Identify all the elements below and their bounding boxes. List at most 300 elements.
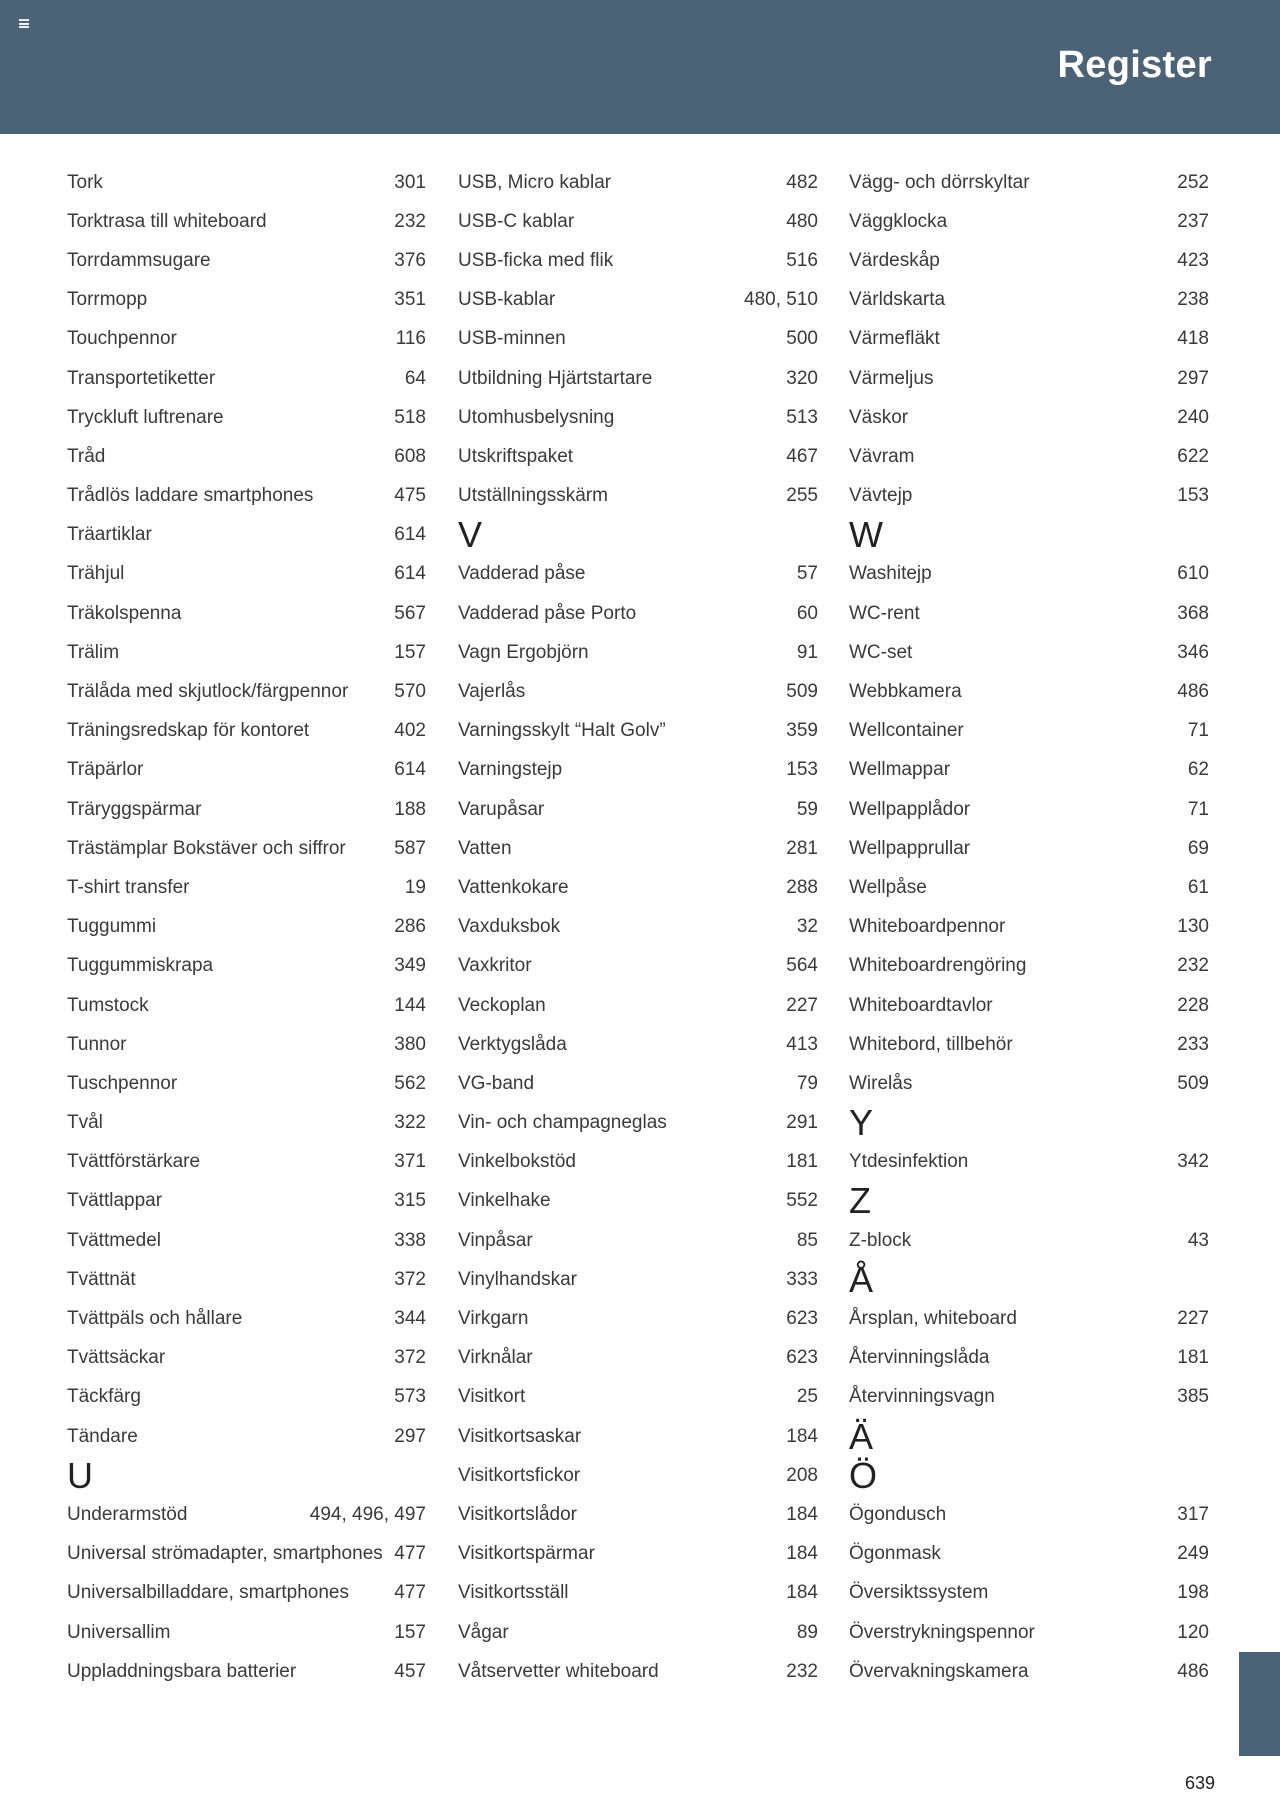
index-term: Varningsskylt “Halt Golv” xyxy=(458,720,666,742)
menu-bar xyxy=(19,23,29,25)
index-term: Whiteboardpennor xyxy=(849,916,1006,938)
index-page-ref: 227 xyxy=(786,994,818,1016)
index-entry[interactable] xyxy=(849,908,1209,947)
index-term: Whiteboardtavlor xyxy=(849,994,993,1016)
index-term: Väskor xyxy=(849,406,909,428)
index-entry[interactable] xyxy=(458,163,818,202)
index-term: Översiktssystem xyxy=(849,1582,989,1604)
index-entry[interactable] xyxy=(458,1613,818,1652)
index-entry[interactable] xyxy=(67,477,426,516)
index-page-ref: 238 xyxy=(1177,289,1209,311)
index-page-ref: 614 xyxy=(394,759,426,781)
index-term: Vinpåsar xyxy=(458,1229,533,1251)
index-term: T-shirt transfer xyxy=(67,876,190,898)
index-entry[interactable] xyxy=(458,790,818,829)
index-term: Tunnor xyxy=(67,1033,127,1055)
index-page-ref: 457 xyxy=(394,1660,426,1682)
index-term: Tuggummiskrapa xyxy=(67,955,214,977)
index-page-ref: 418 xyxy=(1177,328,1209,350)
index-term: Utskriftspaket xyxy=(458,445,574,467)
index-entry[interactable] xyxy=(849,868,1209,907)
index-term: Visitkortsfickor xyxy=(458,1464,581,1486)
index-term: Vinylhandskar xyxy=(458,1268,578,1290)
index-term: Vägg- och dörrskyltar xyxy=(849,171,1030,193)
index-page-ref: 79 xyxy=(796,1072,818,1094)
index-entry[interactable] xyxy=(849,1652,1209,1691)
index-page-ref: 376 xyxy=(394,249,426,271)
index-term: Webbkamera xyxy=(849,681,962,703)
index-page-ref: 509 xyxy=(1177,1072,1209,1094)
index-page-ref: 71 xyxy=(1187,720,1209,742)
index-term: Wellcontainer xyxy=(849,720,964,742)
index-page-ref: 157 xyxy=(394,1621,426,1643)
index-entry[interactable] xyxy=(67,790,426,829)
index-entry[interactable] xyxy=(849,398,1209,437)
index-term: USB-ficka med flik xyxy=(458,249,614,271)
index-term: Trälim xyxy=(67,641,120,663)
index-term: Tork xyxy=(67,171,103,193)
index-entry[interactable] xyxy=(458,320,818,359)
index-term: Universal strömadapter, smartphones xyxy=(67,1543,383,1565)
index-term: Tvättlappar xyxy=(67,1190,163,1212)
index-page-ref: 232 xyxy=(394,210,426,232)
index-page-ref: 255 xyxy=(786,485,818,507)
index-term: Wellpapprullar xyxy=(849,837,971,859)
index-entry[interactable] xyxy=(67,947,426,986)
index-entry[interactable] xyxy=(458,1260,818,1299)
index-page-ref: 413 xyxy=(786,1033,818,1055)
index-entry[interactable] xyxy=(849,1495,1209,1534)
index-entry[interactable] xyxy=(849,1143,1209,1182)
index-term: Tråd xyxy=(67,445,106,467)
index-entry[interactable] xyxy=(458,1299,818,1338)
index-column-2 xyxy=(458,163,818,1691)
index-entry[interactable] xyxy=(67,1339,426,1378)
index-term: Ytdesinfektion xyxy=(849,1151,969,1173)
index-page-ref: 608 xyxy=(394,445,426,467)
index-page-ref: 486 xyxy=(1177,681,1209,703)
index-term: Torktrasa till whiteboard xyxy=(67,210,267,232)
index-entry[interactable] xyxy=(458,359,818,398)
index-entry[interactable] xyxy=(849,1613,1209,1652)
index-term: Visitkortsställ xyxy=(458,1582,569,1604)
index-entry[interactable] xyxy=(67,1574,426,1613)
index-entry[interactable] xyxy=(458,908,818,947)
index-term: Underarmstöd xyxy=(67,1503,188,1525)
index-entry[interactable] xyxy=(849,672,1209,711)
index-term: Virknålar xyxy=(458,1347,533,1369)
index-entry[interactable] xyxy=(849,281,1209,320)
index-term: Varningstejp xyxy=(458,759,563,781)
index-entry[interactable] xyxy=(849,202,1209,241)
index-page-ref: 198 xyxy=(1177,1582,1209,1604)
index-page-ref: 516 xyxy=(786,249,818,271)
index-page-ref: 518 xyxy=(394,406,426,428)
index-entry[interactable] xyxy=(67,1143,426,1182)
index-term: Tvättmedel xyxy=(67,1229,161,1251)
index-entry[interactable] xyxy=(849,1064,1209,1103)
index-entry[interactable] xyxy=(458,986,818,1025)
index-entry[interactable] xyxy=(67,1495,426,1534)
index-entry[interactable] xyxy=(849,1221,1209,1260)
index-entry[interactable] xyxy=(458,1574,818,1613)
index-term: Tändare xyxy=(67,1425,138,1447)
index-entry[interactable] xyxy=(67,516,426,555)
index-page-ref: 567 xyxy=(394,602,426,624)
index-entry[interactable] xyxy=(458,947,818,986)
index-page-ref: 89 xyxy=(796,1621,818,1643)
menu-bar xyxy=(19,26,29,28)
index-entry[interactable] xyxy=(849,1339,1209,1378)
index-term: Återvinningsvagn xyxy=(849,1386,995,1408)
index-page-ref: 157 xyxy=(394,641,426,663)
index-page-ref: 69 xyxy=(1187,837,1209,859)
index-term: Visitkort xyxy=(458,1386,526,1408)
index-entry[interactable] xyxy=(849,712,1209,751)
index-entry[interactable] xyxy=(458,1535,818,1574)
index-entry[interactable] xyxy=(67,986,426,1025)
index-entry[interactable] xyxy=(458,633,818,672)
index-term: Träkolspenna xyxy=(67,602,182,624)
index-entry[interactable] xyxy=(849,986,1209,1025)
index-term: USB-minnen xyxy=(458,328,566,350)
index-entry[interactable] xyxy=(67,281,426,320)
index-term: Visitkortspärmar xyxy=(458,1543,595,1565)
index-entry[interactable] xyxy=(849,1378,1209,1417)
section-letter: Ö xyxy=(849,1454,878,1496)
index-term: Årsplan, whiteboard xyxy=(849,1308,1017,1330)
index-page-ref: 623 xyxy=(786,1308,818,1330)
index-page-ref: 477 xyxy=(394,1582,426,1604)
index-page-ref: 338 xyxy=(394,1229,426,1251)
index-entry[interactable] xyxy=(67,1104,426,1143)
index-entry[interactable] xyxy=(67,555,426,594)
index-entry[interactable] xyxy=(458,202,818,241)
index-page-ref: 61 xyxy=(1187,876,1209,898)
index-term: Ögonmask xyxy=(849,1543,941,1565)
index-term: Trådlös laddare smartphones xyxy=(67,485,314,507)
index-term: Täckfärg xyxy=(67,1386,141,1408)
index-term: VG-band xyxy=(458,1072,535,1094)
hamburger-menu-icon[interactable] xyxy=(19,19,29,28)
index-entry[interactable] xyxy=(67,1299,426,1338)
index-entry[interactable] xyxy=(67,1025,426,1064)
index-entry[interactable] xyxy=(458,1143,818,1182)
index-entry[interactable] xyxy=(849,1574,1209,1613)
index-entry[interactable] xyxy=(67,594,426,633)
index-page-ref: 232 xyxy=(1177,955,1209,977)
index-term: Utomhusbelysning xyxy=(458,406,615,428)
index-entry[interactable] xyxy=(67,320,426,359)
index-page-ref: 57 xyxy=(796,563,818,585)
index-entry[interactable] xyxy=(67,868,426,907)
index-entry[interactable] xyxy=(458,281,818,320)
index-term: Whiteboardrengöring xyxy=(849,955,1027,977)
index-page-ref: 233 xyxy=(1177,1033,1209,1055)
index-term: Träningsredskap för kontoret xyxy=(67,720,310,742)
index-term: Våtservetter whiteboard xyxy=(458,1660,659,1682)
index-page-ref: 249 xyxy=(1177,1543,1209,1565)
index-entry[interactable] xyxy=(849,320,1209,359)
index-page-ref: 208 xyxy=(786,1464,818,1486)
index-entry[interactable] xyxy=(67,1221,426,1260)
index-entry[interactable] xyxy=(849,633,1209,672)
index-page-ref: 509 xyxy=(786,681,818,703)
index-page-ref: 64 xyxy=(404,367,426,389)
index-term: Torrmopp xyxy=(67,289,148,311)
index-term: Wirelås xyxy=(849,1072,913,1094)
index-entry[interactable] xyxy=(849,359,1209,398)
index-page-ref: 252 xyxy=(1177,171,1209,193)
index-page-ref: 322 xyxy=(394,1112,426,1134)
index-page-ref: 623 xyxy=(786,1347,818,1369)
index-page-ref: 297 xyxy=(1177,367,1209,389)
index-page-ref: 184 xyxy=(786,1543,818,1565)
index-entry[interactable] xyxy=(458,555,818,594)
index-entry[interactable] xyxy=(458,1378,818,1417)
index-page-ref: 181 xyxy=(786,1151,818,1173)
section-letter: Z xyxy=(849,1180,871,1222)
index-page-ref: 573 xyxy=(394,1386,426,1408)
index-term: Varupåsar xyxy=(458,798,545,820)
index-term: Överstrykningspennor xyxy=(849,1621,1035,1643)
index-term: USB, Micro kablar xyxy=(458,171,612,193)
index-page-ref: 372 xyxy=(394,1268,426,1290)
index-page-ref: 188 xyxy=(394,798,426,820)
index-page-ref: 32 xyxy=(796,916,818,938)
side-tab[interactable] xyxy=(1239,1652,1280,1756)
index-page-ref: 297 xyxy=(394,1425,426,1447)
index-page-ref: 344 xyxy=(394,1308,426,1330)
index-entry[interactable] xyxy=(849,1025,1209,1064)
index-term: Utställningsskärm xyxy=(458,485,608,507)
index-page-ref: 153 xyxy=(1177,485,1209,507)
index-term: Touchpennor xyxy=(67,328,177,350)
index-entry[interactable] xyxy=(458,1025,818,1064)
index-page-ref: 184 xyxy=(786,1425,818,1447)
index-page-ref: 25 xyxy=(796,1386,818,1408)
index-entry[interactable] xyxy=(67,359,426,398)
index-entry[interactable] xyxy=(849,751,1209,790)
index-entry[interactable] xyxy=(849,1299,1209,1338)
index-entry[interactable] xyxy=(458,477,818,516)
index-entry[interactable] xyxy=(458,1652,818,1691)
index-term: Träpärlor xyxy=(67,759,144,781)
index-term: Tuschpennor xyxy=(67,1072,178,1094)
index-term: WC-set xyxy=(849,641,913,663)
index-entry[interactable] xyxy=(67,1260,426,1299)
index-entry[interactable] xyxy=(67,1613,426,1652)
index-term: Vaxkritor xyxy=(458,955,532,977)
index-entry[interactable] xyxy=(67,398,426,437)
index-page-ref: 91 xyxy=(796,641,818,663)
index-page-ref: 130 xyxy=(1177,916,1209,938)
index-entry[interactable] xyxy=(67,1652,426,1691)
index-column-1 xyxy=(67,163,426,1691)
index-page-ref: 232 xyxy=(786,1660,818,1682)
index-page-ref: 513 xyxy=(786,406,818,428)
index-entry[interactable] xyxy=(67,751,426,790)
index-page-ref: 291 xyxy=(786,1112,818,1134)
index-term: Vågar xyxy=(458,1621,509,1643)
index-entry[interactable] xyxy=(849,241,1209,280)
index-column-3 xyxy=(849,163,1209,1691)
index-term: Tvättförstärkare xyxy=(67,1151,201,1173)
index-page-ref: 228 xyxy=(1177,994,1209,1016)
index-page-ref: 475 xyxy=(394,485,426,507)
index-page-ref: 43 xyxy=(1187,1229,1209,1251)
index-entry[interactable] xyxy=(67,1417,426,1456)
index-entry[interactable] xyxy=(849,790,1209,829)
index-entry[interactable] xyxy=(849,437,1209,476)
index-page-ref: 467 xyxy=(786,445,818,467)
index-term: Träryggspärmar xyxy=(67,798,202,820)
index-term: USB-C kablar xyxy=(458,210,575,232)
index-page-ref: 371 xyxy=(394,1151,426,1173)
index-page-ref: 552 xyxy=(786,1190,818,1212)
index-page-ref: 144 xyxy=(394,994,426,1016)
section-letter: W xyxy=(849,514,883,556)
index-term: Vin- och champagneglas xyxy=(458,1112,667,1134)
index-entry[interactable] xyxy=(458,241,818,280)
index-page-ref: 349 xyxy=(394,955,426,977)
index-entry[interactable] xyxy=(849,477,1209,516)
index-term: Vaxduksbok xyxy=(458,916,561,938)
index-page-ref: 342 xyxy=(1177,1151,1209,1173)
index-term: Vagn Ergobjörn xyxy=(458,641,589,663)
index-entry[interactable] xyxy=(458,1339,818,1378)
index-entry[interactable] xyxy=(458,1064,818,1103)
index-term: Wellmappar xyxy=(849,759,951,781)
index-term: USB-kablar xyxy=(458,289,556,311)
index-term: Visitkortsaskar xyxy=(458,1425,582,1447)
index-page-ref: 315 xyxy=(394,1190,426,1212)
section-letter: Å xyxy=(849,1258,874,1300)
index-page-ref: 240 xyxy=(1177,406,1209,428)
index-page-ref: 19 xyxy=(404,876,426,898)
index-term: Vadderad påse Porto xyxy=(458,602,637,624)
index-page-ref: 423 xyxy=(1177,249,1209,271)
section-letter: Y xyxy=(849,1102,874,1144)
index-page-ref: 317 xyxy=(1177,1503,1209,1525)
index-entry[interactable] xyxy=(849,1535,1209,1574)
index-entry[interactable] xyxy=(458,829,818,868)
index-entry[interactable] xyxy=(849,163,1209,202)
index-entry[interactable] xyxy=(67,1182,426,1221)
index-term: Vinkelhake xyxy=(458,1190,551,1212)
index-entry[interactable] xyxy=(458,672,818,711)
index-entry[interactable] xyxy=(458,594,818,633)
index-term: Utbildning Hjärtstartare xyxy=(458,367,653,389)
index-page-ref: 116 xyxy=(395,328,426,350)
page-number: 639 xyxy=(1184,1773,1215,1793)
index-entry[interactable] xyxy=(458,1495,818,1534)
index-entry[interactable] xyxy=(849,829,1209,868)
index-term: Tuggummi xyxy=(67,916,157,938)
index-term: Trälåda med skjutlock/färgpennor xyxy=(67,681,349,703)
index-term: Torrdammsugare xyxy=(67,249,211,271)
index-term: Vävram xyxy=(849,445,915,467)
index-term: Verktygslåda xyxy=(458,1033,567,1055)
index-page-ref: 500 xyxy=(786,328,818,350)
index-term: Vävtejp xyxy=(849,485,913,507)
index-entry[interactable] xyxy=(849,947,1209,986)
index-term: Vattenkokare xyxy=(458,876,569,898)
index-page-ref: 71 xyxy=(1187,798,1209,820)
index-entry[interactable] xyxy=(458,1456,818,1495)
index-entry[interactable] xyxy=(67,163,426,202)
index-page-ref: 301 xyxy=(394,171,426,193)
index-page-ref: 486 xyxy=(1177,1660,1209,1682)
index-page-ref: 153 xyxy=(786,759,818,781)
index-entry[interactable] xyxy=(458,868,818,907)
index-term: Trästämplar Bokstäver och siffror xyxy=(67,837,346,859)
index-entry[interactable] xyxy=(458,712,818,751)
index-term: Värmefläkt xyxy=(849,328,940,350)
index-entry[interactable] xyxy=(67,202,426,241)
index-entry[interactable] xyxy=(849,594,1209,633)
index-entry[interactable] xyxy=(458,437,818,476)
index-page-ref: 320 xyxy=(786,367,818,389)
index-entry[interactable] xyxy=(458,1104,818,1143)
index-page-ref: 59 xyxy=(796,798,818,820)
index-page-ref: 184 xyxy=(786,1582,818,1604)
index-page-ref: 346 xyxy=(1177,641,1209,663)
index-entry[interactable] xyxy=(67,1064,426,1103)
index-page-ref: 372 xyxy=(394,1347,426,1369)
index-term: Tvål xyxy=(67,1112,103,1134)
index-term: Återvinningslåda xyxy=(849,1347,990,1369)
index-entry[interactable] xyxy=(67,829,426,868)
index-page-ref: 60 xyxy=(796,602,818,624)
index-term: Visitkortslådor xyxy=(458,1503,577,1525)
index-entry[interactable] xyxy=(67,437,426,476)
section-letter: V xyxy=(458,514,483,556)
index-page-ref: 562 xyxy=(394,1072,426,1094)
index-page-ref: 477 xyxy=(394,1543,426,1565)
index-entry[interactable] xyxy=(458,1182,818,1221)
index-entry[interactable] xyxy=(67,908,426,947)
index-term: Z-block xyxy=(849,1229,912,1251)
index-entry[interactable] xyxy=(458,751,818,790)
index-page-ref: 564 xyxy=(786,955,818,977)
index-entry[interactable] xyxy=(458,398,818,437)
index-page-ref: 333 xyxy=(786,1268,818,1290)
index-entry[interactable] xyxy=(458,1221,818,1260)
index-term: Universalbilladdare, smartphones xyxy=(67,1582,349,1604)
index-entry[interactable] xyxy=(67,1378,426,1417)
index-entry[interactable] xyxy=(67,1535,426,1574)
index-term: Transportetiketter xyxy=(67,367,216,389)
menu-bar xyxy=(19,19,29,21)
index-term: WC-rent xyxy=(849,602,920,624)
index-term: Washitejp xyxy=(849,563,932,585)
index-page-ref: 368 xyxy=(1177,602,1209,624)
index-term: Väggklocka xyxy=(849,210,948,232)
index-entry[interactable] xyxy=(67,672,426,711)
index-page-ref: 359 xyxy=(786,720,818,742)
index-entry[interactable] xyxy=(849,555,1209,594)
index-term: Veckoplan xyxy=(458,994,546,1016)
index-page-ref: 402 xyxy=(394,720,426,742)
index-entry[interactable] xyxy=(67,241,426,280)
index-term: Värmeljus xyxy=(849,367,934,389)
index-term: Tryckluft luftrenare xyxy=(67,406,224,428)
index-entry[interactable] xyxy=(67,712,426,751)
index-entry[interactable] xyxy=(67,633,426,672)
index-entry[interactable] xyxy=(458,1417,818,1456)
index-term: Tvättsäckar xyxy=(67,1347,166,1369)
